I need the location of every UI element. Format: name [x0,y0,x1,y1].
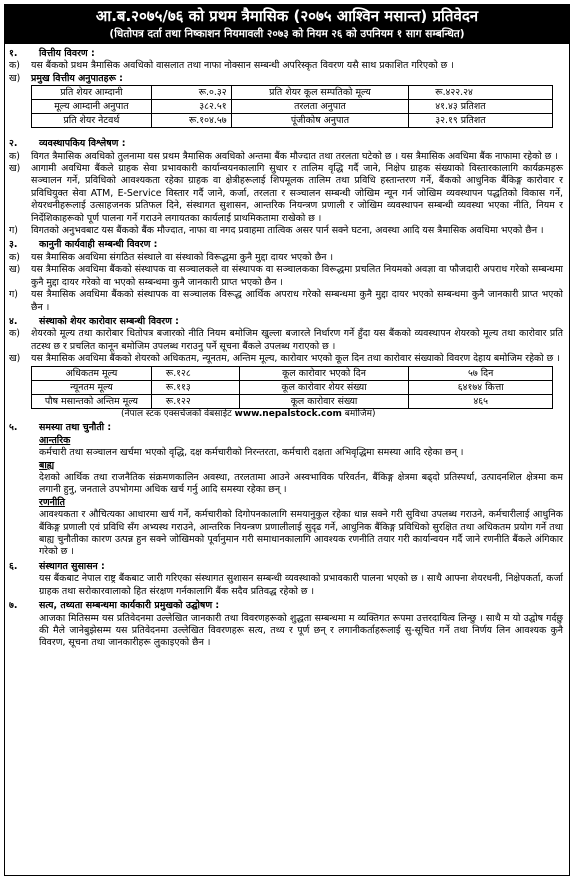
item-text: प्रमुख वित्तीय अनुपातहरू : [31,72,123,84]
source-url: www.nepalstock.com [234,408,342,419]
list-item [9,252,563,264]
list-item [9,73,563,85]
list-item [9,60,563,72]
report-header [5,5,569,44]
section-title: वित्तीय विवरण : [39,48,95,59]
item-label: ख) [9,264,21,276]
report-title: आ.ब.२०७५/७६ को प्रथम त्रैमासिक (२०७५ आश्विन मसान्त) प्रतिवेदन [95,7,479,25]
section-financial [9,48,563,128]
item-label: क) [9,60,20,72]
paragraph: यस बैंकबाट नेपाल राष्ट्र बैंकबाट जारी गरिएका संस्थागत सुशासन सम्बन्धी व्यवस्थाको प्रभावकारी पालना भएको छ । साथै आफ्ना शेयरधनी, निक्षेपकर्ता, कर्जा ग्राहक तथा सरोकारवालाको हित संरक्षण गर्नकालागि बैंक सदैव प्रतिवद्ध रहेको छ । [39,573,563,597]
share-trading-table [31,366,553,409]
list-item [9,163,563,225]
table-cell: ६४१७४ कित्ता [409,380,553,394]
table-cell: रू.११३ [151,380,239,394]
table-cell: मूल्य आम्दानी अनुपात [32,100,152,114]
list-item [9,225,563,237]
table-row [32,86,553,100]
section-share-trading [9,316,563,421]
section-number: ७. [9,600,18,612]
section-title: कानुनी कार्यवाही सम्बन्धी विवरण : [39,239,158,251]
table-cell: ४१.४३ प्रतिशत [409,100,553,114]
source-note [121,409,563,421]
section-title: संस्थागत सुसासन : [39,560,105,572]
source-suffix: बमोजिम) [341,408,376,419]
table-row [32,114,553,128]
item-text: आगामी अवधिमा बैंकले ग्राहक सेवा प्रभावकारी कार्यान्वयनकालागि सुधार र तालिम वृद्धि गर्दै जाने, निक्षेप ग्राहक संख्याको विस्तारकालागि कार्यक्रमहरू सञ्चालन गर्ने, प्रविधिको आवश्यकता रहेका ग्राहक वा क्षेत्रीहरूलाई शिपमूलक तालिम तथा प्रविधि हस्तान्तरण गर्ने, बैंकको आधुनिक बैंकिङ्ग कारोवार र प्रविधियुक्त सेवा ATM, E-Service विस्तार गर्दै जाने, कर्जा, तरलता र सञ्चालन सम्बन्धी जोखिम न्यून गर्न जोखिम व्यवस्थापन पद्धतिको विकास गर्ने, शेयरधनीहरूलाई उत्साहजनक प्रतिफल दिने, संस्थागत सुशासन, आन्तरिक नियन्त्रण प्रणाली र जोखिम व्यवस्थापन सम्बन्धी व्यवस्था भएका नीति, नियम र निर्देशिकाहरूको पूर्ण पालना गर्ने गराउने लगायतका कार्यलाई प्राथमिकतामा राखेको छ । [31,163,563,224]
table-cell: ५७ दिन [409,366,553,380]
subheading-internal: आन्तरिक [39,434,71,446]
list-item [9,328,563,353]
section-number: १. [9,48,18,59]
item-text: यस बैंकको प्रथम त्रैमासिक अवधिको वासलात तथा नाफा नोक्सान सम्बन्धी अपरिस्कृत विवरण यसै साथ प्रकाशित गरिएको छ । [31,60,454,72]
paragraph: आवश्यकता र औचित्यका आधारमा खर्च गर्ने, कर्मचारीको दिगोपनकालागि समयानुकुल रहेका धान्न सक्ने गरी सुविधा उपलब्ध गराउने, कर्मचारीलाई आधुनिक बैंकिङ्ग प्रणाली एवं प्रविधि सँग अभ्यस्थ गराउने, आन्तरिक नियन्त्रण प्रणालीलाई सुदृढ गर्ने, आधुनिक बैंकिङ्ग प्रविधिको सुरक्षित तथा अधिकतम प्रयोग गर्ने तथा बाह्य चुनौतीका कारण उत्पन्न हुन सक्ने जोखिमको पूर्वानुमान गरी समाधानकालागि आवश्यक रणनीति तयार गरी कार्यान्वयन गर्दै जाने रणनीति बैंकले अंगिकार गरेको छ । [39,509,563,558]
item-label: ग) [9,225,18,237]
item-text: यस त्रैमासिक अवधिमा संगठित संस्थाले वा संस्थाको विरूद्धमा कुनै मुद्दा दायर भएको छैन । [31,251,334,263]
item-text: यस त्रैमासिक अवधिमा बैंकको शेयरको अधिकतम, न्यूनतम, अन्तिम मूल्य, कारोवार भएको कूल दिन तथा कारोवार संख्याको विवरण देहाय बमोजिम रहेको छ । [31,353,560,365]
list-item [9,289,563,314]
item-text: विगतको अनुभवबाट यस बैंकको बैंक मौज्दात, नाफा वा नगद प्रवाहमा तात्विक असर पार्न सक्ने घटना, अवस्था आदि यस त्रैमासिक अवधिमा भएको छैन । [31,225,544,237]
section-governance [9,561,563,598]
source-prefix: (नेपाल स्टक एक्सचेंजको वेबसाईट [121,408,235,419]
financial-ratio-table [31,85,553,128]
section-number: ५. [9,422,18,434]
list-item [9,264,563,289]
section-title: संस्थाको शेयर कारोवार सम्बन्धी विवरण : [39,315,179,327]
item-label: क) [9,328,20,340]
table-cell: ४६५ [409,394,553,408]
table-cell: प्रति शेयर नेटवर्थ [32,114,152,128]
subheading-external: बाह्य [39,459,55,471]
item-text: यस त्रैमासिक अवधिमा बैंकको संस्थापक वा सञ्चालकले वा संस्थापक वा सञ्चालकका विरूद्धमा प्रचलित नियमको अवज्ञा वा फौजदारी अपराध गरेको सम्बन्धमा कुनै मुद्दा दायर गरेको वा भएको सम्बन्धमा कुनै जानकारी प्राप्त भएको छैन । [31,264,563,288]
table-row [32,366,553,380]
section-title: सत्य, तथ्यता सम्बन्धमा कार्यकारी प्रमुखको उद्घोषण : [39,600,220,612]
report-body [5,44,569,650]
table-cell: रू.१२२ [151,394,239,408]
item-label: क) [9,150,20,162]
table-cell: कूल कारोवार भएको दिन [239,366,409,380]
section-title: समस्या तथा चुनौती : [39,422,112,434]
item-label: क) [9,251,20,263]
item-text: विगत त्रैमासिक अवधिको तुलनामा यस प्रथम त्रैमासिक अवधिको अन्तमा बैंक मौज्दात तथा तरलता घटेको छ । यस त्रैमासिक अवधिमा बैंक नाफामा रहेको छ । [31,150,558,162]
table-cell: न्यूनतम मूल्य [32,380,152,394]
report-subtitle: (धितोपत्र दर्ता तथा निष्काशन नियमावली २०७३ को नियम २६ को उपनियम १ साग सम्बन्धित) [109,28,465,40]
paragraph: कर्मचारी तथा सञ्चालन खर्चमा भएको वृद्धि, दक्ष कर्मचारीको निरन्तरता, कर्मचारी दक्षता अभिवृद्धिमा समस्या आदि रहेका छन् । [39,447,464,459]
subheading-strategy: रणनीति [39,496,66,508]
list-item [9,353,563,365]
paragraph: देशको आर्थिक तथा राजनैतिक संक्रमणकालिन अवस्था, तरलतामा आउने अस्वभाविक परिवर्तन, बैंकिङ्ग क्षेत्रमा बढ्दो प्रतिस्पर्धा, उत्पादनशिल क्षेत्रमा कम लगानी हुनु, जनताले उपभोगमा अधिक खर्च गर्नु आदि समस्या रहेका छन् । [39,472,563,496]
table-cell: तरलता अनुपात [231,100,409,114]
table-cell: कूल कारोवार शेयर संख्या [239,380,409,394]
table-cell: ३८२.५१ [151,100,231,114]
item-label: ख) [9,353,21,365]
table-cell: रू.४२२.२४ [409,86,553,100]
table-cell: रू.१०४.५७ [151,114,231,128]
table-cell: पौष मसान्तको अन्तिम मूल्य [32,394,152,408]
section-number: २. [9,138,18,150]
table-row [32,394,553,408]
table-cell: प्रति शेयर आम्दानी [32,86,152,100]
section-number: ४. [9,315,18,327]
section-legal-actions [9,239,563,313]
table-cell: रू.०.३२ [151,86,231,100]
table-cell: अधिकतम मूल्य [32,366,152,380]
item-label: ग) [9,289,18,301]
list-item [9,151,563,163]
table-cell: पूंजीकोष अनुपात [231,114,409,128]
table-cell: प्रति शेयर कूल सम्पतिको मूल्य [231,86,409,100]
section-number: ३. [9,239,18,251]
table-cell: रू.१२८ [151,366,239,380]
report-page [4,4,570,876]
item-label: ख) [9,163,21,175]
table-cell: ३२.१९ प्रतिशत [409,114,553,128]
section-declaration [9,600,563,650]
item-text: यस त्रैमासिक अवधिमा बैंकको संस्थापक वा सञ्चालक विरूद्ध आर्थिक अपराध गरेको सम्बन्धमा कुनै मुद्दा दायर भएको सम्बन्धमा कुनै जानकारी प्राप्त भएको छैन । [31,289,563,313]
item-text: शेयरको मूल्य तथा कारोबार धितोपत्र बजारको नीति नियम बमोजिम खुल्ला बजारले निर्धारण गर्ने हुँदा यस बैंकको व्यवस्थापन शेयरको मूल्य तथा कारोवार प्रति तटस्थ छ र प्रचलित कानून बमोजिम उपलब्ध गराउनु पर्ने सूचना बैंकले उपलब्ध गराएको छ । [31,328,563,352]
table-row [32,380,553,394]
section-title: व्यवस्थापकिय विश्लेषण : [39,138,126,150]
section-challenges [9,422,563,558]
table-row [32,100,553,114]
section-number: ६. [9,560,18,572]
item-label: ख) [9,72,21,84]
section-management-analysis [9,138,563,237]
paragraph: आजका मितिसम्म यस प्रतिवेदनमा उल्लेखित जानकारी तथा विवरणहरूको शुद्धता सम्बन्धमा म व्यक्तिगत रूपमा उत्तरदायित्व लिन्छु । साथै म यो उद्घोष गर्दछु की मैले जानेबुझेसम्म यस प्रतिवेदनमा उल्लेखित विवरणहरू सत्य, तथ्य र पूर्ण छन् र लगानीकर्ताहरूलाई सु-सूचित गर्ने तथा निर्णय लिन आवश्यक कुनै विवरण, सूचना तथा जानकारीहरू लुकाइएको छैन । [39,612,563,649]
table-cell: कूल कारोवार संख्या [239,394,409,408]
